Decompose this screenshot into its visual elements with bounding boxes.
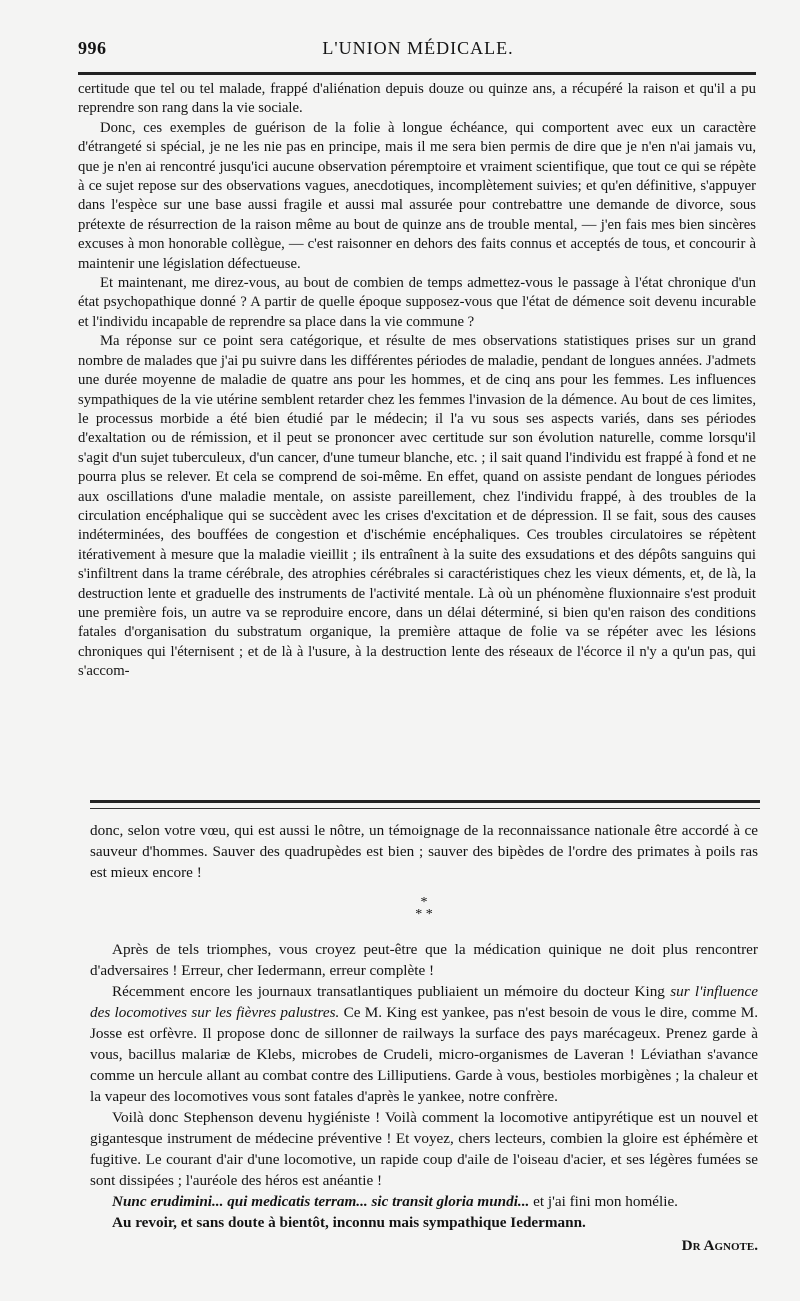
article-body (78, 80, 756, 682)
page-header (78, 34, 758, 64)
section-rule-thin (90, 808, 760, 809)
asterism-divider (90, 897, 758, 921)
paragraph: Donc, ces exemples de guérison de la folie à longue échéance, qui comportent avec eux un caractère d'étrangeté si spécial, je ne les nie pas en principe, mais il me sera bien permis de dire que je n'en n'ai jamais vu, que je n'en ai rencontré jusqu'ici aucune observation péremptoire et vraiment scientifique, que tout ce qui se répète à ce sujet repose sur des observations vagues, anecdotiques, incomplètement suivies; et qu'en définitive, s'appuyer dans l'espèce sur une base aussi fragile et aussi mal assurée pour contrebattre une demande de divorce, sous prétexte de résurrection de la raison même au bout de quinze ans de trouble mental, — j'en fais mes bien sincères excuses à mon honorable collègue, — c'est raisonner en dehors des faits connus et acceptés de tous, et concourir à maintenir une législation défectueuse. (78, 119, 756, 272)
paragraph (90, 981, 758, 1107)
page-number: 996 (78, 38, 107, 58)
cited-title: sur l'influence des locomotives sur les fièvres palustres. (90, 983, 759, 1021)
feuilleton-body (90, 820, 758, 1256)
text-run: et j'ai fini mon homélie. (529, 1193, 678, 1210)
asterism-bottom: * * (415, 907, 433, 922)
header-rule (78, 72, 756, 75)
asterism-top: * (420, 895, 428, 910)
paragraph: Voilà donc Stephenson devenu hygiéniste ! Voilà comment la locomotive antipyrétique est un nouvel et gigantesque instrument de médecine préventive ! Et voyez, chers lecteurs, combien la gloire est éphémère et fugitive. Le courant d'air d'une locomotive, un rapide coup d'aile de l'oiseau d'acier, et ses légères fumées se sont dissipées ; l'auréole des héros est anéantie ! (90, 1109, 758, 1189)
running-head: L'UNION MÉDICALE. (322, 38, 514, 58)
paragraph (90, 1191, 758, 1212)
signature: Dr Agnote. (681, 1237, 758, 1254)
latin-quote: Nunc erudimini... qui medicatis terram... sic transit gloria mundi... (112, 1193, 530, 1210)
paragraph: Ma réponse sur ce point sera catégorique, et résulte de mes observations statistiques prises sur un grand nombre de malades que j'ai pu suivre dans les différentes périodes de maladie, pendant de longues années. J'admets une durée moyenne de maladie de quatre ans pour les hommes, et de cinq ans pour les femmes. Les influences sympathiques de la vie utérine semblent retarder chez les femmes l'invasion de la démence. Au bout de ces limites, le processus morbide a été bien étudié par le médecin; il l'a vu sous ses aspects variés, dans ses périodes d'exaltation ou de rémission, et il peut se prononcer avec certitude sur son évolution naturelle, comme lorsqu'il s'agit d'un sujet tuberculeux, d'un cancer, d'une tumeur blanche, etc. ; il sait quand l'individu est frappé à fond et ne pourra plus se relever. Et cela se comprend de soi-même. En effet, quand on assiste pendant de longues périodes aux oscillations d'une maladie mentale, on assiste pareillement, chez l'individu frappé, à des troubles de la circulation encéphalique qui se succèdent avec les crises d'excitation et de dépression. Il se fait, sous des causes indéterminées, des bouffées de congestion et d'ischémie encéphaliques. Ces troubles circulatoires se répètent itérativement à mesure que la maladie vieillit ; ils entraînent à la suite des exsudations et des dépôts sanguins qui s'infiltrent dans la trame cérébrale, des atrophies cérébrales si caractéristiques chez les vieux déments, et, de là, la destruction lente et graduelle des instruments de l'activité mentale. Là où un phénomène fluxionnaire s'est produit une première fois, un autre va se reproduire encore, dans un délai déterminé, si bien qu'en raison des conditions fatales d'organisation du substratum organique, la première attaque de folie va se répéter avec les lésions chroniques qui l'éternisent ; et de là à l'usure, à la destruction lente des réseaux de l'écorce il n'y a qu'un pas, qui s'accom- (78, 333, 756, 680)
paragraph: Après de tels triomphes, vous croyez peut-être que la médication quinique ne doit plus rencontrer d'adversaires ! Erreur, cher Iedermann, erreur complète ! (90, 941, 758, 979)
paragraph: certitude que tel ou tel malade, frappé d'aliénation depuis douze ou quinze ans, a récupéré la raison et qu'il a pu reprendre son rang dans la vie sociale. (78, 81, 756, 117)
paragraph: Et maintenant, me direz-vous, au bout de combien de temps admettez-vous le passage à l'état chronique d'un état psychopathique donné ? A partir de quelle époque supposez-vous que l'état de démence soit devenu incurable et l'individu incapable de reprendre sa place dans la vie commune ? (78, 275, 756, 330)
text-run: Ce M. King est yankee, pas n'est besoin de vous le dire, comme M. Josse est orfèvre. Il propose donc de sillonner de railways la surface des pays marécageux. Prenez garde à vous, bacillus malariæ de Klebs, microbes de Crudeli, micro-organismes de Laveran ! Léviathan s'avance comme un hercule allant au combat contre des Lilliputiens. Garde à vous, bestioles morbigènes ; la chaleur et la vapeur des locomotives vous sont fatales d'après le yankee, notre confrère. (90, 1004, 758, 1105)
closing-line: Au revoir, et sans doute à bientôt, inconnu mais sympathique Iedermann. (112, 1214, 586, 1231)
text-run: Récemment encore les journaux transatlantiques publiaient un mémoire du docteur King (112, 983, 671, 1000)
section-rule (90, 800, 760, 803)
paragraph: donc, selon votre vœu, qui est aussi le nôtre, un témoignage de la reconnaissance nationale être accordé à ce sauveur d'hommes. Sauver des quadrupèdes est bien ; sauver des bipèdes de l'ordre des primates à poils ras est mieux encore ! (90, 822, 758, 881)
